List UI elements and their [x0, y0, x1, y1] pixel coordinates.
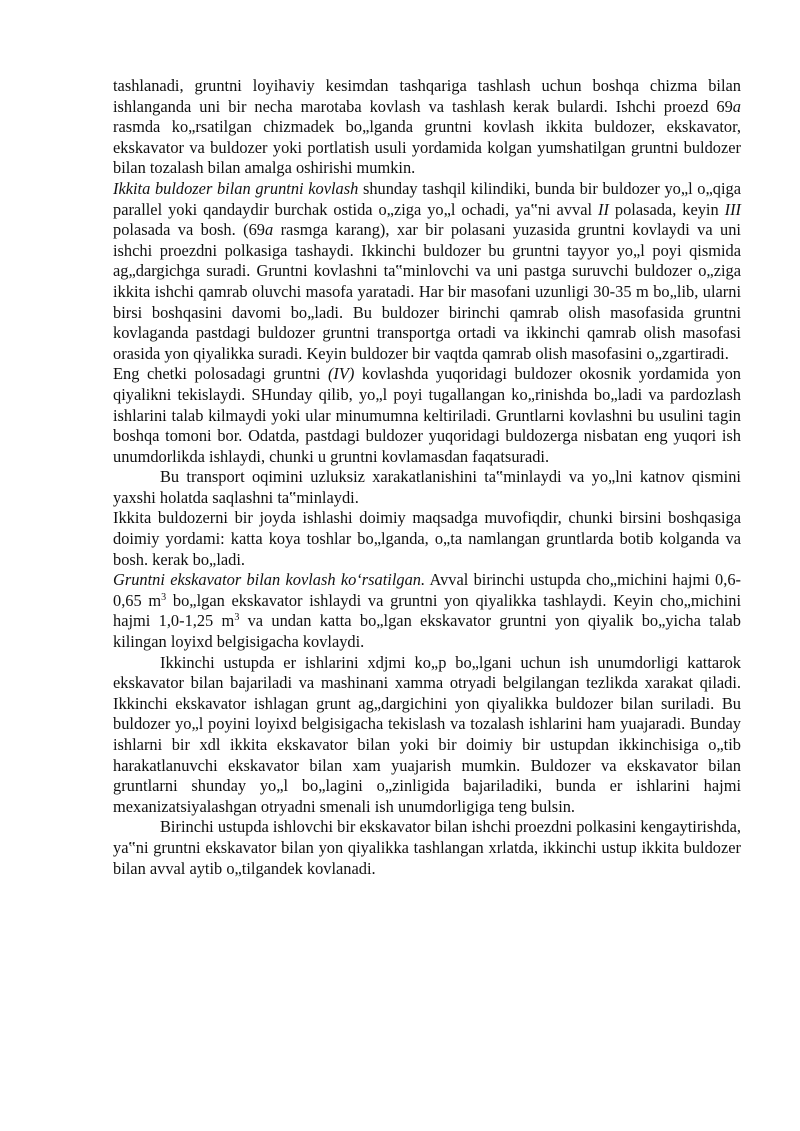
- paragraph-4: Bu transport oqimini uzluksiz xarakatlanishini ta‟minlaydi va yo„lni katnov qismini yaxshi holatda saqlashni ta‟minlaydi.: [113, 467, 741, 507]
- paragraph-6-heading: Gruntni ekskavator bilan kovlash ko‘rsatilgan.: [113, 570, 426, 590]
- paragraph-6-text-b: bo„lgan ekskavator ishlaydi va gruntni yon qiyalikka tashlaydi. Keyin cho„michini hajmi 1,0-1,25 m: [113, 590, 741, 631]
- paragraph-3-text-a: Eng chetki polosadagi gruntni: [113, 364, 328, 384]
- paragraph-3-text-b: kovlashda yuqoridagi buldozer okosnik yordamida yon qiyalikni tekislaydi. SHunday qilib, yo„l poyi tugallangan ko„rinishda bo„ladi va pardozlash ishlarini talab kilmaydi yoki ular minumumna keltiriladi. Gruntlarni kovlashni bu usulini tagin boshqa tomoni bor. Odatda, pastdagi buldozer yuqoridagi buldozerga nisbatan eng yuqori ish unumdorlikda ishlaydi, chunki u gruntni kovlamasdan faqatsuradi.: [113, 364, 741, 466]
- superscript-3: 3: [234, 612, 240, 624]
- paragraph-2-text-b: polasada, keyin: [608, 199, 725, 219]
- paragraph-8: Birinchi ustupda ishlovchi bir ekskavator bilan ishchi proezdni polkasini kengaytirishda, ya‟ni gruntni ekskavator bilan yon qiyalikka tashlangan xrlatda, ikkinchi ustup ikkita buldozer bilan avval aytib o„tilgandek kovlanadi.: [113, 817, 741, 878]
- paragraph-2-heading: Ikkita buldozer bilan gruntni kovlash: [113, 178, 359, 198]
- paragraph-3: [113, 364, 741, 467]
- paragraph-6: [113, 570, 741, 652]
- paragraph-2-text-a: shunday tashqil kilindiki, bunda bir buldozer yo„l o„qiga parallel yoki qandaydir burchak ostida o„ziga yo„l ochadi, ya‟ni avval: [113, 178, 741, 219]
- paragraph-6-text-c: va undan katta bo„lgan ekskavator gruntni yon qiyalik bo„yicha talab kilingan loyixd belgisigacha kovlaydi.: [113, 611, 741, 652]
- paragraph-2-roman-iii: III: [724, 199, 741, 219]
- paragraph-5: Ikkita buldozerni bir joyda ishlashi doimiy maqsadga muvofiqdir, chunki birsini boshqasiga doimiy yordami: katta koya toshlar bo„lganda, o„ta namlangan gruntlarda botib kolganda va bosh. kerak bo„ladi.: [113, 508, 741, 569]
- paragraph-3-roman-iv: (IV): [327, 364, 355, 384]
- paragraph-6-text-a: Avval birinchi ustupda cho„michini hajmi 0,6-0,65 m: [113, 570, 741, 610]
- document-page: [113, 76, 741, 879]
- paragraph-2-italic-a: a: [264, 220, 274, 240]
- paragraph-2: [113, 179, 741, 364]
- paragraph-2-roman-ii: II: [598, 199, 609, 219]
- paragraph-1: [113, 76, 741, 179]
- paragraph-1-italic-a: a: [732, 96, 741, 116]
- paragraph-2-text-d: rasmga karang), xar bir polasani yuzasida gruntni kovlaydi va uni ishchi proezdni polkasiga tashaydi. Ikkinchi buldozer bu gruntni tayyor yo„l poyi qismida ag„dargichga suradi. Gruntni kovlashni ta‟minlovchi va uni pastga suruvchi buldozer o„ziga ikkita ishchi qamrab oluvchi masofa yaratadi. Har bir masofani uzunligi 30-35 m bo„lib, ularni birsi boshqasini davomi bo„ladi. Bu buldozer birinchi qamrab olish masofasida gruntni kovlaganda pastdagi buldozer gruntni transportga ortadi va ikkinchi qamrab olish masofasi orasida yon qiyalikka suradi. Keyin buldozer bir vaqtda qamrab olish masofasini o„zgartiradi.: [113, 220, 741, 363]
- paragraph-1-text-a: tashlanadi, gruntni loyihaviy kesimdan tashqariga tashlash uchun boshqa chizma bilan ishlanganda uni bir necha marotaba kovlash va tashlash kerak bulardi. Ishchi proezd 69: [113, 76, 741, 116]
- paragraph-2-text-c: polasada va bosh. (69: [113, 220, 265, 240]
- paragraph-7: Ikkinchi ustupda er ishlarini xdjmi ko„p bo„lgani uchun ish unumdorligi kattarok ekskavator bilan bajariladi va mashinani xamma otryadi belgilangan tezlikda xarakat qiladi. Ikkinchi ekskavator ishlagan grunt ag„dargichini yon qiyalikka buldozer bilan suriladi. Bu buldozer yo„l poyini loyixd belgisigacha tekislash va tozalash ishlarini ham yuajaradi. Bunday ishlarni bir xdl ikkita ekskavator bilan yoki bir doimiy bir ustupdan ikkinchisiga o„tib harakatlanuvchi ekskavator bilan xam yuajarish mumkin. Buldozer va ekskavator bilan gruntlarni shunday yo„l bo„lagini o„zinligida bajariladiki, bunda er ishlarini hajmi mexanizatsiyalashgan otryadni smenali ish unumdorligiga teng bulsin.: [113, 652, 741, 816]
- paragraph-1-text-b: rasmda ko„rsatilgan chizmadek bo„lganda gruntni kovlash ikkita buldozer, ekskavator, ekskavator va buldozer yoki portlatish usuli yordamida kolgan yumshatilgan gruntni buldozer bilan tozalash bilan amalga oshirishi mumkin.: [113, 117, 741, 178]
- superscript-3: 3: [161, 591, 167, 603]
